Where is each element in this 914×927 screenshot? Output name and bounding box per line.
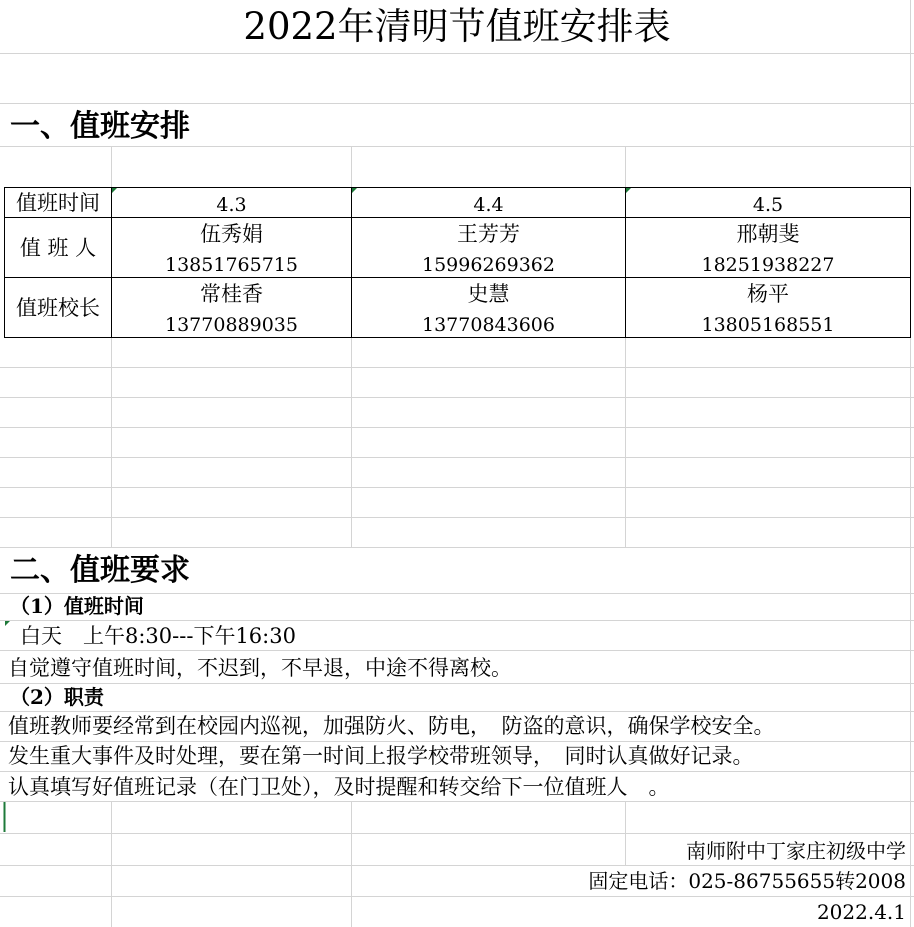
date-cell: 4.4: [473, 194, 504, 216]
row-label-duty: 值 班 人: [19, 236, 97, 260]
principal-name: 常桂香: [200, 282, 263, 306]
duty-text: 发生重大事件及时处理，要在第一时间上报学校带班领导， 同时认真做好记录。: [8, 744, 754, 768]
duty-person-phone: 15996269362: [422, 254, 555, 276]
principal-name: 杨平: [747, 282, 789, 306]
duty-text: 认真填写好值班记录（在门卫处），及时提醒和转交给下一位值班人 。: [8, 775, 670, 799]
duty-person-phone: 18251938227: [701, 254, 835, 276]
duty-person-phone: 13851765715: [165, 254, 298, 276]
school-phone: 固定电话：025-86755655转2008: [588, 869, 906, 893]
cell-marker: [5, 621, 10, 626]
date-cell: 4.5: [752, 194, 784, 216]
principal-name: 史慧: [467, 282, 510, 306]
subheading-duty-time: （1）值班时间: [10, 594, 144, 618]
duty-person-name: 邢朝斐: [736, 222, 800, 246]
duty-hours-text: 白天 上午8:30---下午16:30: [20, 624, 296, 648]
principal-phone: 13770843606: [422, 314, 555, 336]
requirement-text: 自觉遵守值班时间，不迟到，不早退，中途不得离校。: [8, 656, 512, 680]
row-label-time: 值班时间: [16, 191, 100, 215]
principal-phone: 13770889035: [165, 314, 298, 336]
row-label-principal: 值班校长: [16, 296, 100, 320]
cell-marker: [112, 188, 117, 193]
cell-marker: [626, 188, 631, 193]
cell-marker: [352, 188, 357, 193]
document-date: 2022.4.1: [816, 900, 906, 924]
principal-phone: 13805168551: [701, 314, 835, 336]
section-heading-requirements: 二、值班要求: [10, 553, 190, 588]
subheading-duties: （2）职责: [10, 685, 104, 709]
duty-person-name: 王芳芳: [457, 222, 520, 246]
duty-person-name: 伍秀娟: [200, 222, 263, 246]
page-title: 2022年清明节值班安排表: [243, 5, 671, 48]
date-cell: 4.3: [216, 194, 247, 216]
section-heading-schedule: 一、值班安排: [10, 109, 190, 144]
school-name: 南师附中丁家庄初级中学: [686, 839, 906, 863]
duty-text: 值班教师要经常到在校园内巡视，加强防火、防电， 防盗的意识，确保学校安全。: [8, 714, 775, 738]
